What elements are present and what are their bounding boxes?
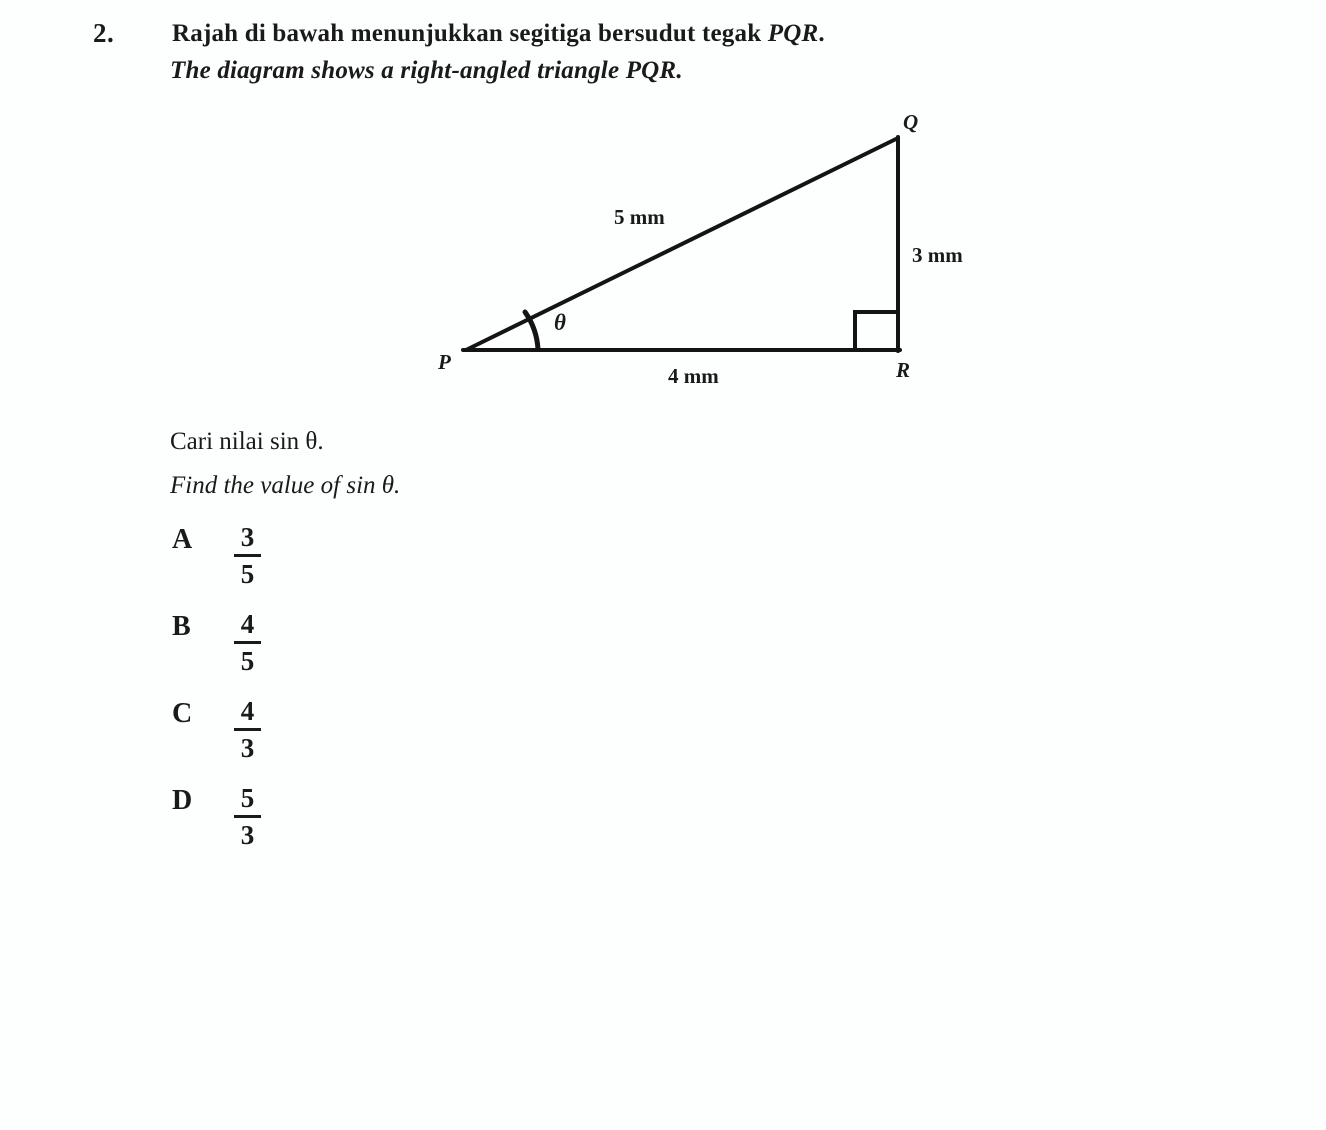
option-a-numerator: 3 xyxy=(240,522,255,552)
option-value-d xyxy=(234,785,261,849)
option-b-denominator: 5 xyxy=(240,646,255,676)
option-letter-a: A xyxy=(172,524,193,555)
question-text-malay-triangle: PQR xyxy=(767,20,819,47)
option-value-c xyxy=(234,698,261,762)
option-a-denominator: 5 xyxy=(240,559,255,589)
question-text-malay-period: . xyxy=(818,20,825,47)
prompt-malay: Cari nilai sin θ. xyxy=(170,428,324,455)
angle-label-theta: θ xyxy=(554,310,566,335)
option-d-denominator: 3 xyxy=(240,820,255,850)
option-value-b xyxy=(234,611,261,675)
question-text-malay xyxy=(172,20,825,48)
option-letter-c: C xyxy=(172,698,193,729)
question-number: 2. xyxy=(93,18,115,48)
option-letter-b: B xyxy=(172,611,191,642)
vertex-label-p: P xyxy=(438,350,451,374)
question-text-english-main: The diagram shows a right-angled triangle xyxy=(170,57,626,84)
option-letter-d: D xyxy=(172,785,193,816)
prompt-english: Find the value of sin θ. xyxy=(170,472,401,499)
question-text-english-triangle: PQR xyxy=(625,57,677,84)
side-label-vertical: 3 mm xyxy=(912,243,963,267)
triangle-diagram xyxy=(0,100,1030,400)
answer-option-a[interactable] xyxy=(172,524,261,588)
vertex-label-r: R xyxy=(896,358,911,382)
option-d-fraction-bar xyxy=(234,815,261,818)
option-value-a xyxy=(234,524,261,588)
side-label-base: 4 mm xyxy=(668,364,719,388)
vertex-label-q: Q xyxy=(903,110,919,134)
option-a-fraction-bar xyxy=(234,554,261,557)
option-c-fraction-bar xyxy=(234,728,261,731)
option-c-numerator: 4 xyxy=(240,696,255,726)
option-b-fraction-bar xyxy=(234,641,261,644)
question-text-malay-main: Rajah di bawah menunjukkan segitiga bersudut tegak xyxy=(172,20,768,47)
question-text-english-period: . xyxy=(676,57,683,84)
side-label-hypotenuse: 5 mm xyxy=(614,205,665,229)
option-b-numerator: 4 xyxy=(240,609,255,639)
answer-option-d[interactable] xyxy=(172,785,261,849)
option-c-denominator: 3 xyxy=(240,733,255,763)
right-angle-marker-icon xyxy=(855,312,897,350)
answer-option-c[interactable] xyxy=(172,698,261,762)
question-text-english xyxy=(170,57,683,85)
answer-option-b[interactable] xyxy=(172,611,261,675)
option-d-numerator: 5 xyxy=(240,783,255,813)
